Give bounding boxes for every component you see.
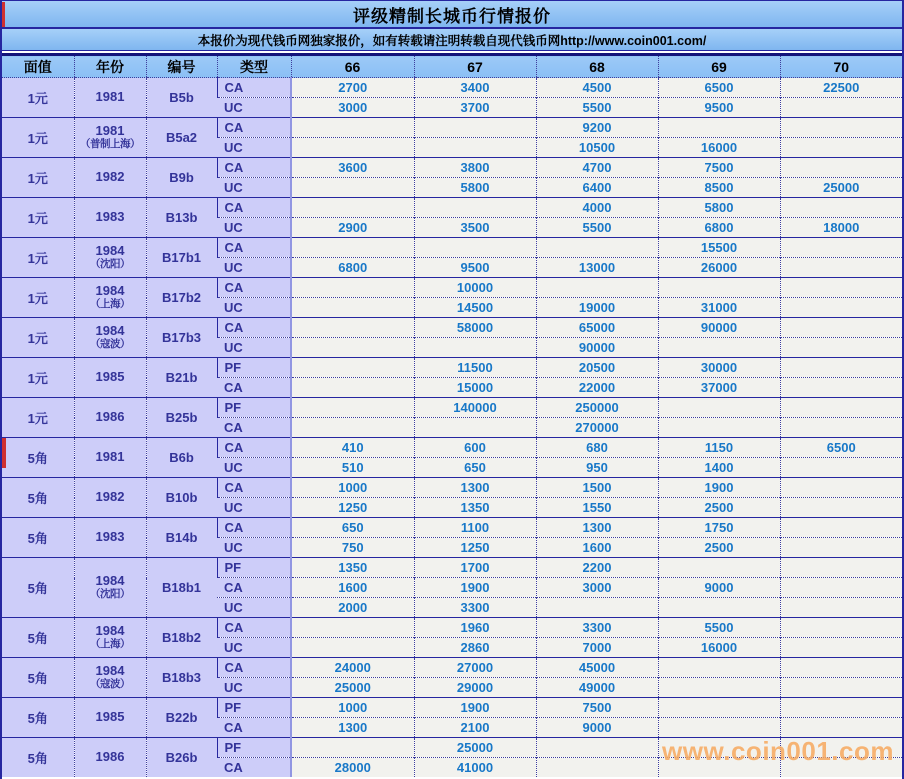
- price-cell: [780, 418, 902, 438]
- table-row: [2, 478, 902, 498]
- face-value-cell: 5角: [2, 478, 74, 518]
- type-cell: UC: [217, 598, 291, 618]
- price-cell: [780, 238, 902, 258]
- price-cell: 1550: [536, 498, 658, 518]
- price-cell: [780, 538, 902, 558]
- face-value-cell: 5角: [2, 618, 74, 658]
- type-cell: CA: [217, 758, 291, 778]
- price-cell: 9200: [536, 118, 658, 138]
- header-row: [2, 55, 902, 78]
- price-cell: 950: [536, 458, 658, 478]
- col-header-grade-70: 70: [780, 55, 902, 78]
- price-cell: [658, 558, 780, 578]
- price-cell: 680: [536, 438, 658, 458]
- price-cell: 6400: [536, 178, 658, 198]
- price-cell: [414, 418, 536, 438]
- price-cell: 3000: [291, 98, 414, 118]
- price-cell: [291, 278, 414, 298]
- table-row: [2, 398, 902, 418]
- price-cell: [291, 198, 414, 218]
- price-cell: 6800: [658, 218, 780, 238]
- price-cell: [658, 658, 780, 678]
- price-cell: [291, 418, 414, 438]
- col-header-face: 面值: [2, 55, 74, 78]
- price-cell: [780, 378, 902, 398]
- price-cell: 9500: [414, 258, 536, 278]
- code-cell: B21b: [146, 358, 217, 398]
- price-cell: [780, 298, 902, 318]
- year-cell: 1984 （上海）: [74, 278, 146, 318]
- table-row: [2, 278, 902, 298]
- price-cell: 1000: [291, 478, 414, 498]
- price-cell: [780, 678, 902, 698]
- price-cell: 15000: [414, 378, 536, 398]
- face-value-cell: 5角: [2, 738, 74, 778]
- price-cell: [780, 498, 902, 518]
- price-cell: 26000: [658, 258, 780, 278]
- code-cell: B18b1: [146, 558, 217, 618]
- price-cell: 4500: [536, 78, 658, 98]
- type-cell: CA: [217, 318, 291, 338]
- table-row: [2, 658, 902, 678]
- type-cell: UC: [217, 298, 291, 318]
- table-row: [2, 518, 902, 538]
- year-cell: 1984 （上海）: [74, 618, 146, 658]
- price-cell: 29000: [414, 678, 536, 698]
- price-cell: 6800: [291, 258, 414, 278]
- price-cell: 49000: [536, 678, 658, 698]
- face-value-cell: 5角: [2, 438, 74, 478]
- price-cell: 250000: [536, 398, 658, 418]
- price-cell: 1960: [414, 618, 536, 638]
- type-cell: CA: [217, 578, 291, 598]
- red-edge-accent-side: [2, 438, 6, 468]
- price-cell: [414, 198, 536, 218]
- year-cell: 1981: [74, 78, 146, 118]
- price-cell: 9000: [536, 718, 658, 738]
- face-value-cell: 1元: [2, 198, 74, 238]
- type-cell: CA: [217, 418, 291, 438]
- type-cell: CA: [217, 438, 291, 458]
- price-cell: [536, 278, 658, 298]
- price-cell: [291, 238, 414, 258]
- price-cell: 8500: [658, 178, 780, 198]
- price-cell: [658, 278, 780, 298]
- price-cell: 2000: [291, 598, 414, 618]
- price-cell: [291, 738, 414, 758]
- price-cell: [658, 338, 780, 358]
- price-cell: 2200: [536, 558, 658, 578]
- type-cell: UC: [217, 338, 291, 358]
- price-cell: 510: [291, 458, 414, 478]
- year-cell: 1984 （寇波）: [74, 658, 146, 698]
- price-cell: 7500: [658, 158, 780, 178]
- watermark: www.coin001.com: [662, 736, 894, 766]
- price-cell: 3500: [414, 218, 536, 238]
- table-row: [2, 238, 902, 258]
- year-cell: 1986: [74, 398, 146, 438]
- price-cell: 22000: [536, 378, 658, 398]
- price-cell: 25000: [291, 678, 414, 698]
- price-cell: 27000: [414, 658, 536, 678]
- price-cell: [536, 598, 658, 618]
- price-cell: [780, 258, 902, 278]
- price-cell: 1900: [414, 578, 536, 598]
- code-cell: B6b: [146, 438, 217, 478]
- face-value-cell: 1元: [2, 278, 74, 318]
- table-row: [2, 78, 902, 98]
- price-cell: 30000: [658, 358, 780, 378]
- type-cell: UC: [217, 218, 291, 238]
- price-cell: 45000: [536, 658, 658, 678]
- price-cell: [291, 338, 414, 358]
- price-cell: 25000: [780, 178, 902, 198]
- face-value-cell: 1元: [2, 118, 74, 158]
- price-cell: 650: [291, 518, 414, 538]
- price-cell: [780, 278, 902, 298]
- price-cell: 18000: [780, 218, 902, 238]
- price-cell: 10000: [414, 278, 536, 298]
- year-cell: 1983: [74, 518, 146, 558]
- price-cell: 750: [291, 538, 414, 558]
- price-cell: [780, 458, 902, 478]
- price-cell: [780, 718, 902, 738]
- code-cell: B5b: [146, 78, 217, 118]
- type-cell: UC: [217, 178, 291, 198]
- price-cell: 5500: [536, 218, 658, 238]
- code-cell: B13b: [146, 198, 217, 238]
- price-cell: 41000: [414, 758, 536, 778]
- price-cell: 2700: [291, 78, 414, 98]
- face-value-cell: 1元: [2, 398, 74, 438]
- price-cell: 20500: [536, 358, 658, 378]
- table-row: [2, 158, 902, 178]
- code-cell: B17b1: [146, 238, 217, 278]
- year-cell: 1985: [74, 698, 146, 738]
- price-cell: 3300: [414, 598, 536, 618]
- price-cell: [658, 118, 780, 138]
- code-cell: B18b3: [146, 658, 217, 698]
- price-cell: 9500: [658, 98, 780, 118]
- price-cell: 7000: [536, 638, 658, 658]
- code-cell: B9b: [146, 158, 217, 198]
- price-cell: 1900: [414, 698, 536, 718]
- type-cell: PF: [217, 398, 291, 418]
- year-cell: 1982: [74, 478, 146, 518]
- year-cell: 1982: [74, 158, 146, 198]
- page-title: 评级精制长城币行情报价: [2, 1, 902, 29]
- face-value-cell: 5角: [2, 658, 74, 698]
- year-cell: 1984 （寇波）: [74, 318, 146, 358]
- year-cell: 1984 （沈阳）: [74, 558, 146, 618]
- type-cell: UC: [217, 638, 291, 658]
- type-cell: CA: [217, 378, 291, 398]
- price-cell: 1300: [414, 478, 536, 498]
- price-cell: 3800: [414, 158, 536, 178]
- col-header-grade-67: 67: [414, 55, 536, 78]
- price-cell: [780, 318, 902, 338]
- price-cell: [780, 578, 902, 598]
- price-cell: [414, 118, 536, 138]
- price-cell: 140000: [414, 398, 536, 418]
- price-cell: 11500: [414, 358, 536, 378]
- table-row: [2, 558, 902, 578]
- price-cell: 4700: [536, 158, 658, 178]
- price-cell: 14500: [414, 298, 536, 318]
- code-cell: B10b: [146, 478, 217, 518]
- price-cell: 10500: [536, 138, 658, 158]
- price-cell: 4000: [536, 198, 658, 218]
- price-cell: 31000: [658, 298, 780, 318]
- price-cell: [291, 618, 414, 638]
- price-cell: 24000: [291, 658, 414, 678]
- price-cell: 600: [414, 438, 536, 458]
- price-cell: 3300: [536, 618, 658, 638]
- type-cell: UC: [217, 458, 291, 478]
- face-value-cell: 1元: [2, 238, 74, 278]
- face-value-cell: 5角: [2, 518, 74, 558]
- price-cell: 5800: [414, 178, 536, 198]
- price-cell: 1700: [414, 558, 536, 578]
- price-cell: 16000: [658, 638, 780, 658]
- price-cell: [780, 198, 902, 218]
- type-cell: PF: [217, 698, 291, 718]
- price-cell: 1900: [658, 478, 780, 498]
- col-header-grade-69: 69: [658, 55, 780, 78]
- col-header-grade-68: 68: [536, 55, 658, 78]
- type-cell: CA: [217, 278, 291, 298]
- type-cell: UC: [217, 258, 291, 278]
- price-cell: [780, 598, 902, 618]
- price-cell: [780, 638, 902, 658]
- col-header-type: 类型: [217, 55, 291, 78]
- price-table-body: [2, 78, 902, 778]
- price-cell: [780, 398, 902, 418]
- price-cell: [780, 758, 902, 778]
- type-cell: CA: [217, 518, 291, 538]
- year-cell: 1983: [74, 198, 146, 238]
- price-cell: 13000: [536, 258, 658, 278]
- price-cell: 1600: [536, 538, 658, 558]
- price-cell: 1400: [658, 458, 780, 478]
- table-row: [2, 438, 902, 458]
- price-cell: 1350: [414, 498, 536, 518]
- price-cell: 3700: [414, 98, 536, 118]
- price-cell: 1150: [658, 438, 780, 458]
- price-cell: 58000: [414, 318, 536, 338]
- price-cell: 37000: [658, 378, 780, 398]
- year-cell: 1985: [74, 358, 146, 398]
- price-cell: 15500: [658, 238, 780, 258]
- code-cell: B5a2: [146, 118, 217, 158]
- face-value-cell: 1元: [2, 358, 74, 398]
- price-cell: [291, 178, 414, 198]
- face-value-cell: 1元: [2, 158, 74, 198]
- type-cell: UC: [217, 138, 291, 158]
- col-header-grade-66: 66: [291, 55, 414, 78]
- price-cell: 1100: [414, 518, 536, 538]
- price-cell: 1500: [536, 478, 658, 498]
- price-cell: 270000: [536, 418, 658, 438]
- code-cell: B14b: [146, 518, 217, 558]
- table-row: [2, 618, 902, 638]
- price-cell: [658, 758, 780, 778]
- code-cell: B25b: [146, 398, 217, 438]
- type-cell: CA: [217, 478, 291, 498]
- price-cell: [780, 738, 902, 758]
- code-cell: B26b: [146, 738, 217, 778]
- code-cell: B17b2: [146, 278, 217, 318]
- price-cell: 5500: [658, 618, 780, 638]
- price-cell: [780, 338, 902, 358]
- price-cell: 16000: [658, 138, 780, 158]
- type-cell: CA: [217, 118, 291, 138]
- price-cell: [780, 618, 902, 638]
- type-cell: CA: [217, 198, 291, 218]
- price-cell: [291, 638, 414, 658]
- price-cell: 1250: [291, 498, 414, 518]
- price-cell: [291, 298, 414, 318]
- table-row: [2, 118, 902, 138]
- type-cell: CA: [217, 158, 291, 178]
- price-cell: [291, 138, 414, 158]
- type-cell: UC: [217, 538, 291, 558]
- type-cell: CA: [217, 78, 291, 98]
- type-cell: PF: [217, 738, 291, 758]
- price-cell: [658, 398, 780, 418]
- price-cell: [780, 358, 902, 378]
- red-edge-accent-top: [2, 2, 5, 27]
- price-cell: 1300: [291, 718, 414, 738]
- col-header-code: 编号: [146, 55, 217, 78]
- price-cell: [780, 138, 902, 158]
- price-cell: 1750: [658, 518, 780, 538]
- price-cell: [780, 98, 902, 118]
- face-value-cell: 1元: [2, 78, 74, 118]
- type-cell: PF: [217, 558, 291, 578]
- price-cell: [658, 598, 780, 618]
- price-cell: [658, 698, 780, 718]
- type-cell: CA: [217, 718, 291, 738]
- price-cell: [291, 378, 414, 398]
- price-cell: 410: [291, 438, 414, 458]
- price-cell: [291, 118, 414, 138]
- price-cell: 5500: [536, 98, 658, 118]
- year-cell: 1981: [74, 438, 146, 478]
- price-cell: [658, 678, 780, 698]
- price-cell: 9000: [658, 578, 780, 598]
- price-cell: 2900: [291, 218, 414, 238]
- price-cell: [658, 418, 780, 438]
- price-cell: [780, 158, 902, 178]
- price-cell: 3400: [414, 78, 536, 98]
- price-cell: 7500: [536, 698, 658, 718]
- price-cell: 3600: [291, 158, 414, 178]
- price-cell: 650: [414, 458, 536, 478]
- price-cell: 28000: [291, 758, 414, 778]
- price-cell: [780, 118, 902, 138]
- face-value-cell: 1元: [2, 318, 74, 358]
- code-cell: B22b: [146, 698, 217, 738]
- type-cell: UC: [217, 98, 291, 118]
- price-cell: [414, 338, 536, 358]
- table-row: [2, 198, 902, 218]
- price-cell: [414, 238, 536, 258]
- table-row: [2, 698, 902, 718]
- type-cell: PF: [217, 358, 291, 378]
- price-cell: [291, 318, 414, 338]
- type-cell: CA: [217, 238, 291, 258]
- price-cell: 90000: [658, 318, 780, 338]
- price-cell: [414, 138, 536, 158]
- year-cell: 1986: [74, 738, 146, 778]
- col-header-year: 年份: [74, 55, 146, 78]
- face-value-cell: 5角: [2, 698, 74, 738]
- table-row: [2, 738, 902, 758]
- price-cell: [291, 358, 414, 378]
- price-cell: [780, 658, 902, 678]
- price-cell: 22500: [780, 78, 902, 98]
- price-cell: 2500: [658, 498, 780, 518]
- price-cell: [780, 478, 902, 498]
- price-cell: 1250: [414, 538, 536, 558]
- price-cell: 2100: [414, 718, 536, 738]
- price-cell: 25000: [414, 738, 536, 758]
- type-cell: CA: [217, 618, 291, 638]
- price-table: [2, 53, 902, 777]
- year-cell: 1981 （普制上海）: [74, 118, 146, 158]
- price-cell: 5800: [658, 198, 780, 218]
- price-cell: [536, 738, 658, 758]
- table-row: [2, 358, 902, 378]
- type-cell: CA: [217, 658, 291, 678]
- price-cell: 6500: [780, 438, 902, 458]
- price-cell: 19000: [536, 298, 658, 318]
- price-cell: 1300: [536, 518, 658, 538]
- code-cell: B18b2: [146, 618, 217, 658]
- type-cell: UC: [217, 498, 291, 518]
- price-cell: [658, 718, 780, 738]
- type-cell: UC: [217, 678, 291, 698]
- price-cell: 2860: [414, 638, 536, 658]
- price-cell: [780, 518, 902, 538]
- disclaimer-text: 本报价为现代钱币网独家报价，如有转载请注明转载自现代钱币网http://www.coin001.com/: [2, 29, 902, 51]
- price-cell: [291, 398, 414, 418]
- price-cell: 65000: [536, 318, 658, 338]
- price-cell: [536, 758, 658, 778]
- price-cell: 1000: [291, 698, 414, 718]
- price-cell: 2500: [658, 538, 780, 558]
- year-cell: 1984 （沈阳）: [74, 238, 146, 278]
- price-cell: [536, 238, 658, 258]
- code-cell: B17b3: [146, 318, 217, 358]
- price-cell: 90000: [536, 338, 658, 358]
- price-cell: [780, 698, 902, 718]
- face-value-cell: 5角: [2, 558, 74, 618]
- price-cell: 3000: [536, 578, 658, 598]
- price-cell: [658, 738, 780, 758]
- price-cell: 6500: [658, 78, 780, 98]
- price-cell: 1350: [291, 558, 414, 578]
- table-row: [2, 318, 902, 338]
- price-cell: [780, 558, 902, 578]
- price-cell: 1600: [291, 578, 414, 598]
